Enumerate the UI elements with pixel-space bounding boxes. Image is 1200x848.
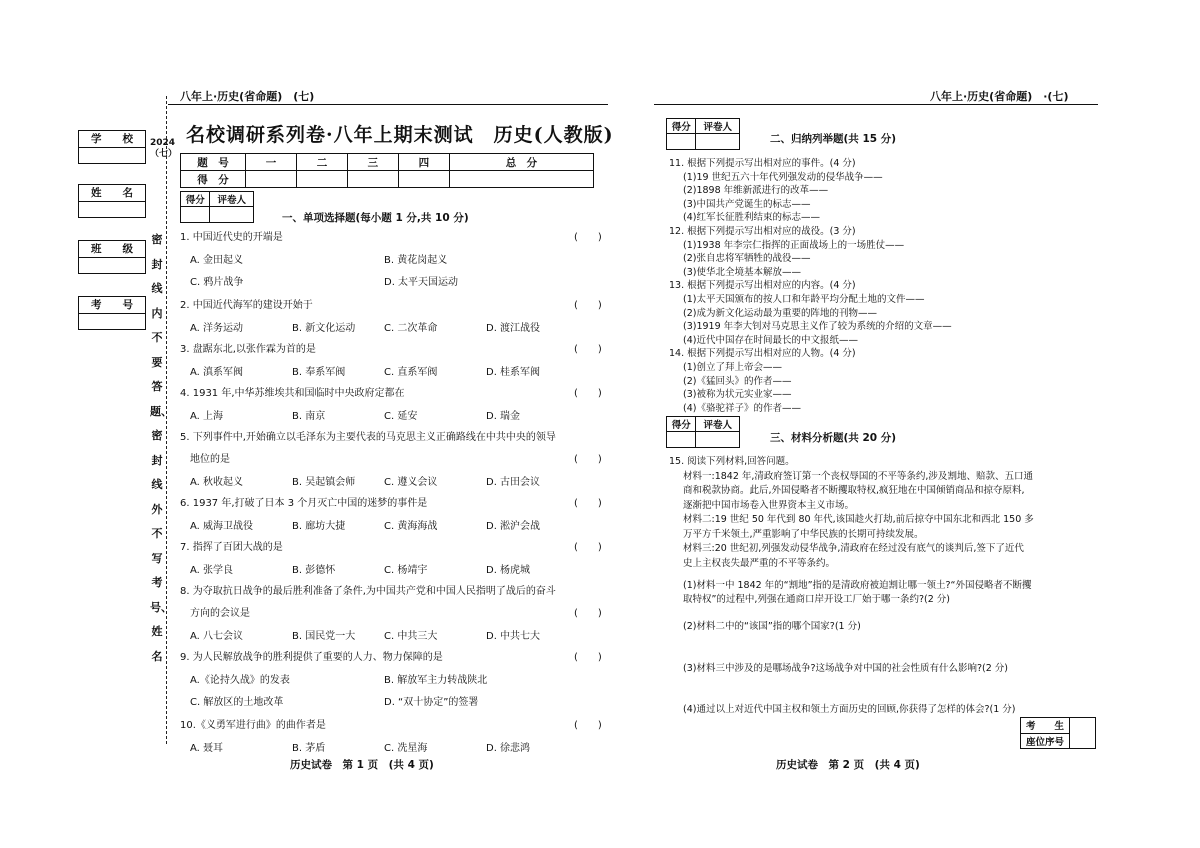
name-field[interactable] [78, 184, 146, 218]
answer-option[interactable]: B. 茅盾 [292, 743, 326, 754]
fill-in-item: (1)太平天国颁布的按人口和年龄平均分配土地的文件—— [683, 294, 925, 305]
answer-parentheses[interactable]: ( ) [574, 300, 602, 311]
answer-option[interactable]: B. 奉系军阀 [292, 367, 346, 378]
score-cell[interactable] [296, 171, 347, 188]
fill-in-item: (2)1898 年维新派进行的改革—— [683, 185, 829, 197]
school-field[interactable] [78, 130, 146, 164]
grader-score-cell[interactable] [181, 207, 210, 223]
question-stem: 9. 为人民解放战争的胜利提供了重要的人力、物力保障的是 [180, 652, 443, 663]
answer-option[interactable]: A. 八七会议 [190, 631, 244, 642]
grader-score-label: 得分 [667, 417, 696, 432]
answer-option[interactable]: A. 金田起义 [190, 255, 244, 266]
material-line: 材料三:20 世纪初,列强发动侵华战争,清政府在经过没有底气的谈判后,签下了近代 [683, 543, 1024, 554]
answer-option[interactable]: A. 张学良 [190, 565, 234, 576]
answer-option[interactable]: C. 解放区的土地改革 [190, 697, 284, 708]
fill-in-item: (1)创立了拜上帝会—— [683, 362, 782, 373]
answer-option[interactable]: C. 遵义会议 [384, 477, 438, 488]
answer-option[interactable]: C. 直系军阀 [384, 367, 438, 378]
exam-number-field[interactable] [78, 296, 146, 330]
school-label: 学 校 [79, 131, 145, 148]
question-stem: 7. 指挥了百团大战的是 [180, 542, 283, 553]
answer-option[interactable]: A. 秋收起义 [190, 477, 244, 488]
answer-option[interactable]: B. 解放军主力转战陕北 [384, 675, 488, 686]
question-stem: 5. 下列事件中,开始确立以毛泽东为主要代表的马克思主义正确路线在中共中央的领导 [180, 432, 556, 443]
answer-option[interactable]: D. 太平天国运动 [384, 277, 459, 288]
question-stem: 4. 1931 年,中华苏维埃共和国临时中央政府定都在 [180, 388, 405, 399]
seal-dashed-line [166, 96, 167, 744]
answer-option[interactable]: B. 黄花岗起义 [384, 255, 448, 266]
answer-option[interactable]: A. 洋务运动 [190, 323, 244, 334]
answer-option[interactable]: B. 南京 [292, 411, 326, 422]
section1-title: 一、单项选择题(每小题 1 分,共 10 分) [282, 212, 469, 224]
question-stem: 3. 盘踞东北,以张作霖为首的是 [180, 344, 316, 355]
score-cell[interactable] [398, 171, 449, 188]
fill-in-item: (3)被称为状元实业家—— [683, 389, 792, 401]
answer-option[interactable]: D. 杨虎城 [486, 565, 531, 576]
fill-in-item: (2)《猛回头》的作者—— [683, 375, 792, 387]
question-heading: 13. 根据下列提示写出相对应的内容。(4 分) [669, 280, 856, 292]
grader-name-label: 评卷人 [696, 119, 740, 134]
fill-in-item: (1)1938 年李宗仁指挥的正面战场上的一场胜仗—— [683, 239, 905, 251]
material-line: 逐渐把中国市场卷入世界资本主义市场。 [683, 499, 855, 511]
answer-option[interactable]: C. 冼星海 [384, 743, 428, 754]
grader-box [666, 416, 740, 448]
score-table-head: 三 [347, 154, 398, 171]
header-right-rule [654, 104, 1098, 105]
score-table-head: 四 [398, 154, 449, 171]
question-stem-cont: 地位的是 [190, 454, 230, 465]
answer-parentheses[interactable]: ( ) [574, 652, 602, 663]
answer-option[interactable]: D. 古田会议 [486, 477, 541, 488]
grader-name-cell[interactable] [696, 134, 740, 150]
material-line: 取特权”的过程中,列强在通商口岸开设工厂始于哪一条约?(2 分) [683, 594, 950, 605]
material-line: 史上主权丧失最严重的不平等条约。 [683, 557, 836, 569]
grader-name-label: 评卷人 [696, 417, 740, 432]
score-table-head: 一 [246, 154, 297, 171]
section3-title: 三、材料分析题(共 20 分) [770, 432, 897, 444]
page-title: 名校调研系列卷·八年上期末测试 历史(人教版) [186, 124, 614, 146]
score-cell[interactable] [449, 171, 593, 188]
answer-option[interactable]: B. 吴起镇会师 [292, 477, 356, 488]
answer-parentheses[interactable]: ( ) [574, 232, 602, 243]
answer-option[interactable]: C. 延安 [384, 411, 418, 422]
answer-option[interactable]: D. 桂系军阀 [486, 367, 541, 378]
year-mark: 2024（七） [150, 138, 178, 159]
header-left-tag: 八年上·历史(省命题) (七) [180, 90, 315, 103]
answer-option[interactable]: D. 徐悲鸿 [486, 743, 531, 754]
answer-option[interactable]: A. 威海卫战役 [190, 521, 254, 532]
grader-name-label: 评卷人 [210, 192, 254, 207]
material-line: (1)材料一中 1842 年的“割地”指的是清政府被迫割让哪一领土?“外国侵略者不断攫 [683, 579, 1032, 591]
answer-option[interactable]: B. 新文化运动 [292, 323, 356, 334]
answer-option[interactable]: D. 中共七大 [486, 631, 541, 642]
question-15-2: (2)材料二中的“该国”指的哪个国家?(1 分) [683, 621, 861, 632]
section2-title: 二、归纳列举题(共 15 分) [770, 133, 897, 145]
score-table-head: 题 号 [181, 154, 246, 171]
question-stem: 2. 中国近代海军的建设开始于 [180, 300, 313, 311]
answer-option[interactable]: D. 淞沪会战 [486, 521, 541, 532]
answer-option[interactable]: D. 瑞金 [486, 411, 521, 422]
class-field[interactable] [78, 240, 146, 274]
footer-left: 历史试卷 第 1 页 (共 4 页) [290, 759, 434, 771]
question-heading: 14. 根据下列提示写出相对应的人物。(4 分) [669, 348, 856, 360]
class-label: 班 级 [79, 241, 145, 258]
grader-score-label: 得分 [181, 192, 210, 207]
answer-option[interactable]: C. 黄海海战 [384, 521, 438, 532]
answer-option[interactable]: D. “双十协定”的签署 [384, 697, 479, 708]
answer-option[interactable]: A.《论持久战》的发表 [190, 675, 290, 686]
question-15-3: (3)材料三中涉及的是哪场战争?这场战争对中国的社会性质有什么影响?(2 分) [683, 663, 1009, 674]
score-table [180, 153, 594, 188]
question-stem-cont: 方向的会议是 [190, 608, 250, 619]
question-15-4: (4)通过以上对近代中国主权和领土方面历史的回顾,你获得了怎样的体会?(1 分) [683, 704, 1016, 715]
answer-option[interactable]: A. 聂耳 [190, 743, 224, 754]
seat-number-cell[interactable] [1070, 718, 1096, 749]
question-stem: 10.《义勇军进行曲》的曲作者是 [180, 720, 326, 731]
header-left-rule [168, 104, 608, 105]
seat-number-box [1020, 717, 1096, 749]
answer-parentheses[interactable]: ( ) [574, 720, 602, 731]
fill-in-item: (4)红军长征胜利结束的标志—— [683, 212, 820, 224]
exam-number-label: 考 号 [79, 297, 145, 314]
grader-name-cell[interactable] [696, 432, 740, 448]
seat-label-2: 座位序号 [1021, 733, 1070, 749]
question-stem: 8. 为夺取抗日战争的最后胜利准备了条件,为中国共产党和中国人民指明了战后的奋斗 [180, 586, 556, 597]
answer-option[interactable]: A. 上海 [190, 411, 224, 422]
fill-in-item: (4)《骆驼祥子》的作者—— [683, 402, 801, 414]
grader-box [180, 191, 254, 223]
answer-option[interactable]: C. 杨靖宇 [384, 565, 428, 576]
material-line: 材料二:19 世纪 50 年代到 80 年代,该国趁火打劫,前后掠夺中国东北和西北 150 多 [683, 514, 1034, 525]
answer-option[interactable]: D. 渡江战役 [486, 323, 541, 334]
score-table-head: 总 分 [449, 154, 593, 171]
answer-option[interactable]: B. 彭德怀 [292, 565, 336, 576]
fill-in-item: (3)1919 年李大钊对马克思主义作了较为系统的介绍的文章—— [683, 321, 952, 333]
fill-in-item: (1)19 世纪五六十年代列强发动的侵华战争—— [683, 171, 883, 183]
answer-parentheses[interactable]: ( ) [574, 388, 602, 399]
header-right-tag: 八年上·历史(省命题) ·(七) [930, 90, 1069, 103]
answer-option[interactable]: B. 廊坊大捷 [292, 521, 346, 532]
grader-name-cell[interactable] [210, 207, 254, 223]
fill-in-item: (2)张自忠将军牺牲的战役—— [683, 253, 811, 265]
grader-score-cell[interactable] [667, 134, 696, 150]
answer-option[interactable]: C. 鸦片战争 [190, 277, 244, 288]
score-table-label: 得 分 [181, 171, 246, 188]
fill-in-item: (2)成为新文化运动最为重要的阵地的刊物—— [683, 307, 877, 319]
answer-option[interactable]: A. 滇系军阀 [190, 367, 244, 378]
fill-in-item: (3)中国共产党诞生的标志—— [683, 198, 811, 210]
material-line: 材料一:1842 年,清政府签订第一个丧权辱国的不平等条约,涉及割地、赔款、五口通 [683, 470, 1033, 482]
answer-option[interactable]: C. 二次革命 [384, 323, 438, 334]
score-cell[interactable] [246, 171, 297, 188]
score-cell[interactable] [347, 171, 398, 188]
score-table-head: 二 [296, 154, 347, 171]
answer-parentheses[interactable]: ( ) [574, 542, 602, 553]
answer-parentheses[interactable]: ( ) [574, 498, 602, 509]
question-heading: 12. 根据下列提示写出相对应的战役。(3 分) [669, 226, 856, 237]
answer-parentheses[interactable]: ( ) [574, 454, 602, 465]
fill-in-item: (4)近代中国存在时间最长的中文报纸—— [683, 334, 858, 346]
grader-box [666, 118, 740, 150]
material-line: 万平方千米领土,严重影响了中华民族的长期可持续发展。 [683, 528, 924, 540]
answer-parentheses[interactable]: ( ) [574, 344, 602, 355]
question-heading: 15. 阅读下列材料,回答问题。 [669, 456, 795, 467]
footer-right: 历史试卷 第 2 页 (共 4 页) [776, 759, 920, 771]
answer-option[interactable]: C. 中共三大 [384, 631, 438, 642]
seal-line-text: 密封线内不要答题、密封线外不写考号、姓名 [150, 233, 172, 663]
grader-score-cell[interactable] [667, 432, 696, 448]
name-label: 姓 名 [79, 185, 145, 202]
question-stem: 1. 中国近代史的开端是 [180, 232, 283, 243]
question-heading: 11. 根据下列提示写出相对应的事件。(4 分) [669, 158, 856, 169]
material-line: 商和税款协商。此后,外国侵略者不断攫取特权,疯狂地在中国倾销商品和掠夺原料, [683, 485, 1025, 496]
answer-parentheses[interactable]: ( ) [574, 608, 602, 619]
seat-label-1: 考 生 [1021, 718, 1070, 734]
fill-in-item: (3)使华北全境基本解放—— [683, 266, 801, 278]
question-stem: 6. 1937 年,打破了日本 3 个月灭亡中国的迷梦的事件是 [180, 498, 428, 509]
grader-score-label: 得分 [667, 119, 696, 134]
answer-option[interactable]: B. 国民党一大 [292, 631, 356, 642]
